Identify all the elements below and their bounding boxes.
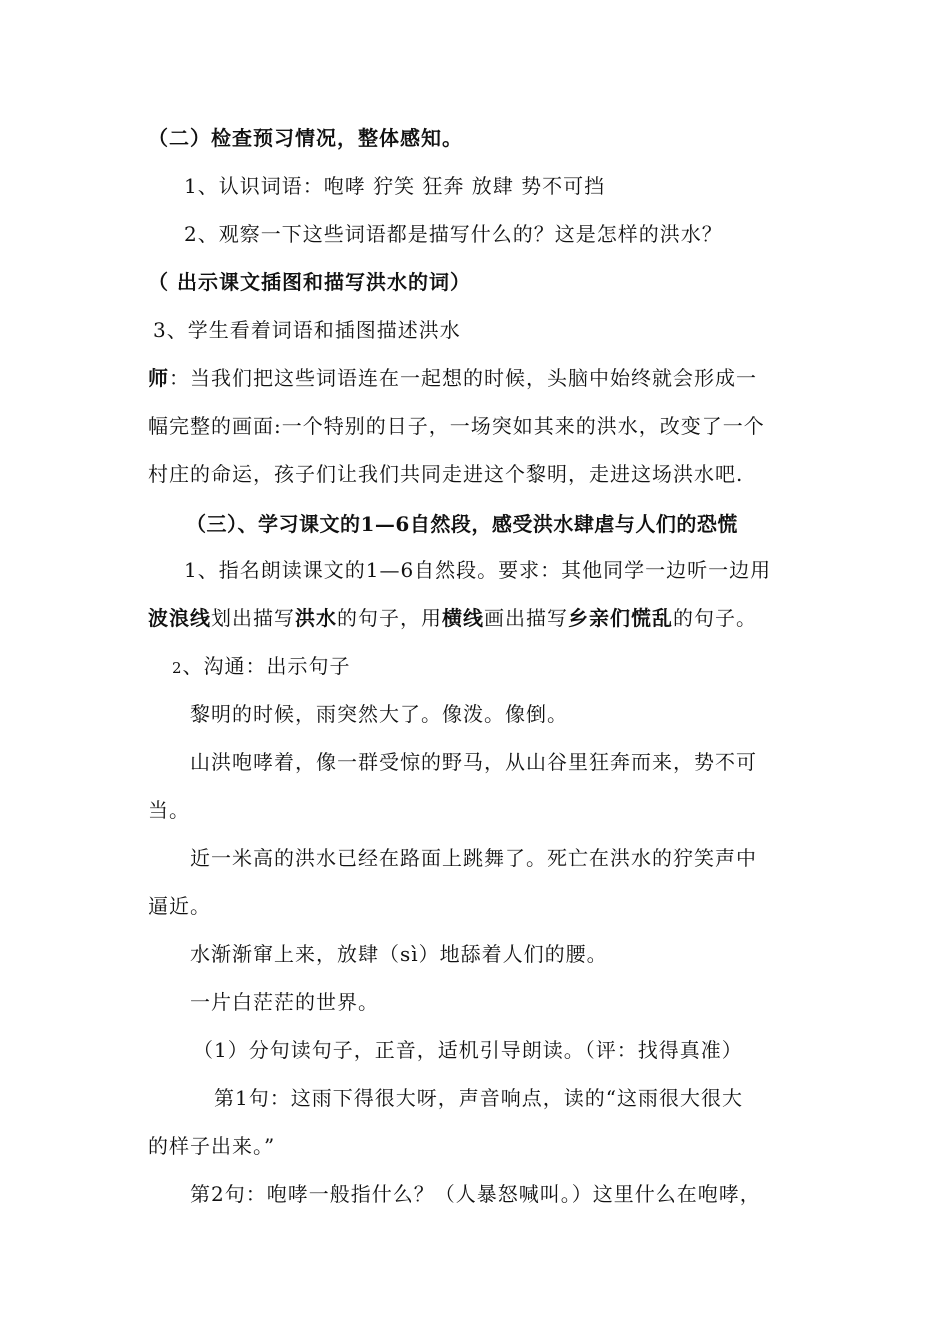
show-illustration-note: （ 出示课文插图和描写洪水的词） <box>148 270 471 294</box>
sentence-3-line-1: 近一米高的洪水已经在路面上跳舞了。死亡在洪水的狞笑声中 <box>190 846 757 870</box>
sentence-5: 一片白茫茫的世界。 <box>190 990 379 1014</box>
sentence-3-line-2: 逼近。 <box>148 894 211 918</box>
sentence-2-line-1: 山洪咆哮着，像一群受惊的野马，从山谷里狂奔而来，势不可 <box>190 750 757 774</box>
sentence-4: 水渐渐窜上来，放肆（sì）地舔着人们的腰。 <box>190 942 608 966</box>
teacher-paragraph-line-2: 幅完整的画面:一个特别的日子，一场突如其来的洪水，改变了一个 <box>148 414 765 438</box>
villagers-panic-term: 乡亲们慌乱 <box>568 606 673 630</box>
step-1: （1）分句读句子，正音，适机引导朗读。（评：找得真准） <box>193 1038 743 1062</box>
req-text-2: 的句子，用 <box>337 606 442 630</box>
item-observe-words: 2、观察一下这些词语都是描写什么的？这是怎样的洪水？ <box>184 222 723 246</box>
req-text-4: 的句子。 <box>673 606 757 630</box>
reading-requirement-line-1: 1、指名朗读课文的1—6自然段。要求：其他同学一边听一边用 <box>184 558 772 582</box>
teacher-paragraph-line-1 <box>0 364 950 392</box>
item-describe-flood: 3、学生看着词语和插图描述洪水 <box>153 318 461 342</box>
wave-line-term: 波浪线 <box>148 606 211 630</box>
sentence-2-line-2: 当。 <box>148 798 190 822</box>
communication-text: 、沟通：出示句子 <box>182 654 351 678</box>
teacher-text: ：当我们把这些词语连在一起想的时候，头脑中始终就会形成一 <box>169 366 757 390</box>
section-two-heading: （二）检查预习情况，整体感知。 <box>148 126 463 150</box>
reading-requirement-line-2 <box>0 604 950 632</box>
req-text-1: 划出描写 <box>211 606 295 630</box>
item-recognize-words: 1、认识词语：咆哮 狞笑 狂奔 放肆 势不可挡 <box>184 174 606 198</box>
communication-number: 2 <box>172 659 183 677</box>
teacher-label: 师 <box>148 366 169 390</box>
teacher-paragraph-line-3: 村庄的命运，孩子们让我们共同走进这个黎明，走进这场洪水吧. <box>148 462 744 486</box>
note-sentence-1-line-1: 第1句：这雨下得很大呀，声音响点，读的“这雨很大很大 <box>214 1086 743 1110</box>
sentence-1: 黎明的时候，雨突然大了。像泼。像倒。 <box>190 702 568 726</box>
section-three-heading: （三）、学习课文的1—6自然段，感受洪水肆虐与人们的恐慌 <box>186 512 738 536</box>
req-text-3: 画出描写 <box>484 606 568 630</box>
flood-term: 洪水 <box>295 606 337 630</box>
note-sentence-1-line-2: 的样子出来。” <box>148 1134 276 1158</box>
horizontal-line-term: 横线 <box>442 606 484 630</box>
note-sentence-2: 第2句：咆哮一般指什么？（人暴怒喊叫。）这里什么在咆哮， <box>190 1182 761 1206</box>
communication-line <box>0 652 950 682</box>
